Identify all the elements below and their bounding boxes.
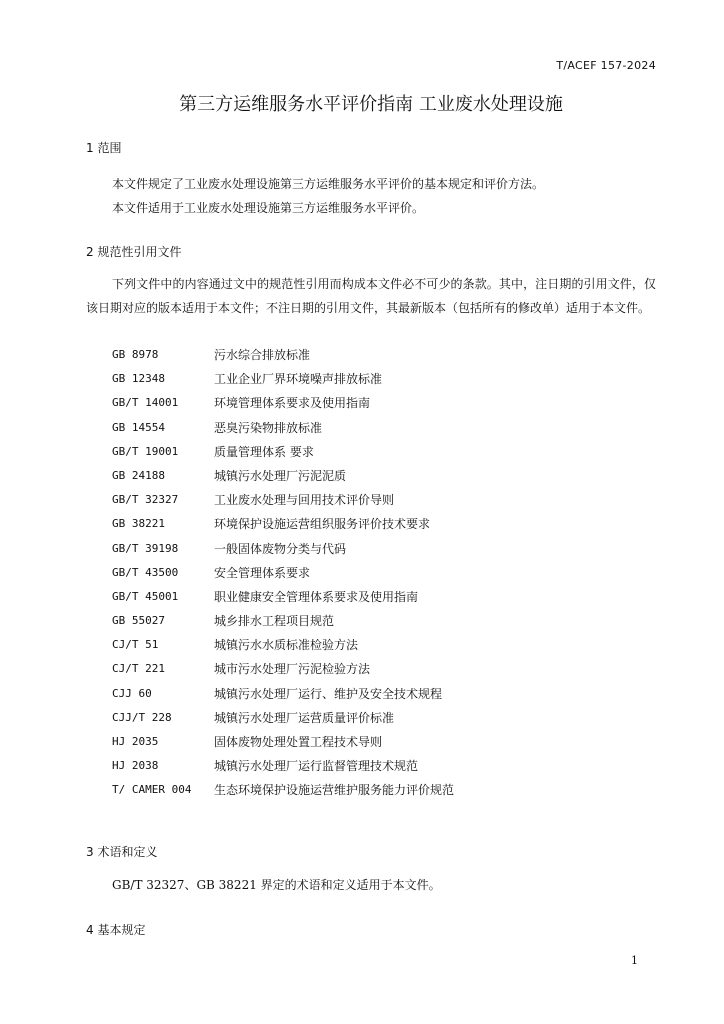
reference-item (112, 633, 454, 657)
reference-item (112, 537, 454, 561)
section-heading-terms-definitions: 3 术语和定义 (86, 845, 158, 859)
reference-item (112, 682, 454, 706)
reference-code: CJJ 60 (112, 686, 152, 700)
scope-paragraph: 本文件适用于工业废水处理设施第三方运维服务水平评价。 (112, 201, 425, 215)
terms-definitions-paragraph: GB/T 32327、GB 38221 界定的术语和定义适用于本文件。 (112, 878, 441, 892)
section-heading-normative-references: 2 规范性引用文件 (86, 245, 182, 259)
reference-title: 污水综合排放标准 (214, 348, 311, 362)
scope-paragraph: 本文件规定了工业废水处理设施第三方运维服务水平评价的基本规定和评价方法。 (112, 177, 545, 191)
section-heading-scope: 1 范围 (86, 141, 122, 155)
page-number: 1 (631, 954, 638, 967)
reference-title: 城镇污水水质标准检验方法 (214, 638, 359, 653)
reference-title: 质量管理体系 要求 (214, 444, 314, 459)
reference-item (112, 464, 454, 488)
reference-title: 城镇污水处理厂运行、维护及安全技术规程 (214, 686, 443, 701)
reference-title: 固体废物处理处置工程技术导则 (214, 735, 383, 749)
reference-item (112, 440, 454, 464)
reference-title: 工业企业厂界环境噪声排放标准 (214, 372, 383, 387)
reference-item (112, 730, 454, 754)
reference-title: 生态环境保护设施运营维护服务能力评价规范 (214, 783, 455, 798)
reference-item (112, 585, 454, 609)
reference-item (112, 367, 454, 391)
reference-title: 一般固体废物分类与代码 (214, 541, 347, 556)
reference-code: GB 24188 (112, 468, 165, 482)
reference-code: CJJ/T 228 (112, 710, 172, 724)
reference-code: GB 55027 (112, 614, 165, 628)
reference-item (112, 561, 454, 585)
reference-item (112, 343, 454, 367)
reference-title: 恶臭污染物排放标准 (214, 420, 323, 435)
reference-code: HJ 2035 (112, 735, 159, 748)
reference-code: GB/T 43500 (112, 565, 179, 579)
reference-title: 工业废水处理与回用技术评价导则 (214, 493, 395, 508)
reference-code: CJ/T 51 (112, 638, 159, 652)
reference-code: GB 14554 (112, 420, 165, 434)
normative-references-intro: 下列文件中的内容通过文中的规范性引用而构成本文件必不可少的条款。其中，注日期的引用文件，仅该日期对应的版本适用于本文件；不注日期的引用文件，其最新版本（包括所有的修改单）适用于本文件。 (86, 277, 656, 315)
reference-title: 职业健康安全管理体系要求及使用指南 (214, 589, 419, 604)
reference-title: 城镇污水处理厂污泥泥质 (214, 468, 347, 483)
document-code: T/ACEF 157-2024 (556, 59, 656, 72)
reference-code: GB 38221 (112, 517, 165, 531)
reference-list (112, 343, 454, 803)
section-heading-basic-provisions: 4 基本规定 (86, 923, 146, 937)
reference-item (112, 609, 454, 633)
reference-code: T/ CAMER 004 (112, 783, 192, 797)
reference-title: 城市污水处理厂污泥检验方法 (214, 662, 371, 677)
reference-title: 环境保护设施运营组织服务评价技术要求 (214, 517, 431, 532)
reference-title: 城镇污水处理厂运行监督管理技术规范 (214, 759, 419, 774)
reference-title: 环境管理体系要求及使用指南 (214, 396, 371, 411)
reference-item (112, 512, 454, 536)
reference-item (112, 778, 454, 802)
reference-code: GB/T 39198 (112, 541, 179, 555)
reference-code: HJ 2038 (112, 759, 159, 773)
reference-item (112, 657, 454, 681)
reference-item (112, 706, 454, 730)
reference-code: CJ/T 221 (112, 662, 165, 676)
reference-code: GB 8978 (112, 348, 159, 361)
reference-item (112, 754, 454, 778)
reference-title: 城镇污水处理厂运营质量评价标准 (214, 710, 395, 725)
reference-code: GB/T 19001 (112, 444, 179, 458)
reference-title: 安全管理体系要求 (214, 565, 311, 580)
reference-title: 城乡排水工程项目规范 (214, 614, 335, 629)
reference-item (112, 391, 454, 415)
page-title: 第三方运维服务水平评价指南 工业废水处理设施 (179, 94, 563, 115)
reference-item (112, 416, 454, 440)
reference-code: GB/T 14001 (112, 396, 179, 410)
reference-item (112, 488, 454, 512)
reference-code: GB/T 32327 (112, 493, 179, 507)
reference-code: GB 12348 (112, 372, 165, 386)
reference-code: GB/T 45001 (112, 589, 179, 603)
